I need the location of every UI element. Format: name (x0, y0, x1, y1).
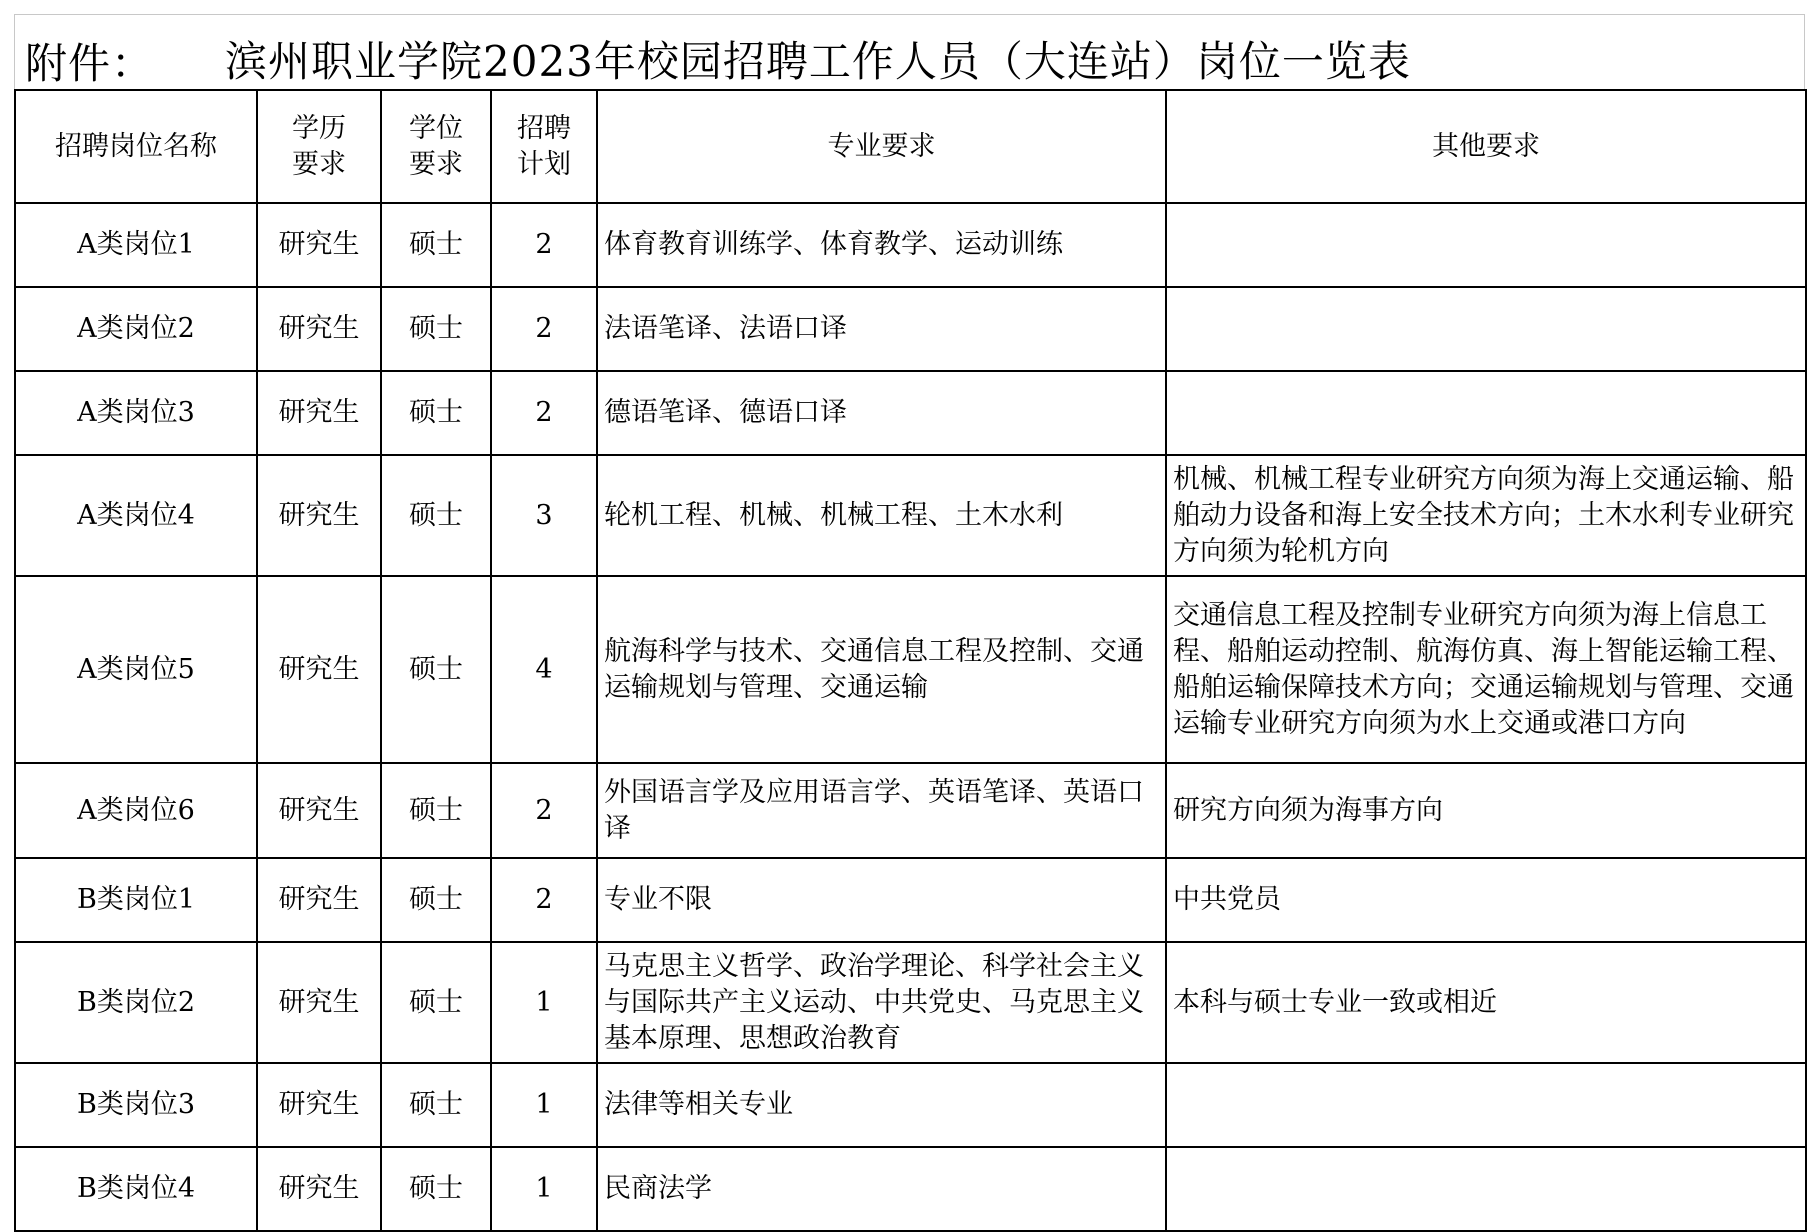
cell-plan[interactable]: 2 (491, 287, 597, 371)
cell-position[interactable]: A类岗位2 (15, 287, 257, 371)
cell-plan[interactable]: 1 (491, 1063, 597, 1147)
cell-education[interactable]: 研究生 (257, 1147, 381, 1231)
cell-other[interactable] (1166, 287, 1806, 371)
cell-plan[interactable]: 1 (491, 942, 597, 1063)
table-row (15, 763, 1806, 858)
cell-plan[interactable]: 4 (491, 576, 597, 763)
title-row[interactable] (14, 14, 1805, 89)
cell-other[interactable]: 研究方向须为海事方向 (1166, 763, 1806, 858)
header-position[interactable]: 招聘岗位名称 (15, 90, 257, 203)
header-major[interactable]: 专业要求 (597, 90, 1166, 203)
table-row (15, 942, 1806, 1063)
cell-plan[interactable]: 2 (491, 371, 597, 455)
header-row (15, 90, 1806, 203)
cell-degree[interactable]: 硕士 (381, 763, 491, 858)
cell-degree[interactable]: 硕士 (381, 455, 491, 576)
cell-education[interactable]: 研究生 (257, 371, 381, 455)
cell-plan[interactable]: 3 (491, 455, 597, 576)
cell-other[interactable] (1166, 203, 1806, 287)
cell-other[interactable] (1166, 1147, 1806, 1231)
header-education-line2: 要求 (292, 148, 346, 180)
cell-major[interactable]: 航海科学与技术、交通信息工程及控制、交通运输规划与管理、交通运输 (597, 576, 1166, 763)
cell-degree[interactable]: 硕士 (381, 942, 491, 1063)
cell-position[interactable]: A类岗位6 (15, 763, 257, 858)
header-other[interactable]: 其他要求 (1166, 90, 1806, 203)
cell-position[interactable]: A类岗位5 (15, 576, 257, 763)
cell-degree[interactable]: 硕士 (381, 1063, 491, 1147)
cell-plan[interactable]: 1 (491, 1147, 597, 1231)
header-plan-line1: 招聘 (517, 112, 571, 144)
cell-major[interactable]: 马克思主义哲学、政治学理论、科学社会主义与国际共产主义运动、中共党史、马克思主义基本原理、思想政治教育 (597, 942, 1166, 1063)
table-row (15, 455, 1806, 576)
cell-other[interactable]: 机械、机械工程专业研究方向须为海上交通运输、船舶动力设备和海上安全技术方向；土木水利专业研究方向须为轮机方向 (1166, 455, 1806, 576)
cell-position[interactable]: A类岗位1 (15, 203, 257, 287)
table-row (15, 1147, 1806, 1231)
table-row (15, 1063, 1806, 1147)
cell-education[interactable]: 研究生 (257, 1063, 381, 1147)
header-plan-line2: 计划 (517, 148, 571, 180)
table-row (15, 576, 1806, 763)
cell-major[interactable]: 德语笔译、德语口译 (597, 371, 1166, 455)
cell-major[interactable]: 民商法学 (597, 1147, 1166, 1231)
cell-degree[interactable]: 硕士 (381, 1147, 491, 1231)
page-title: 滨州职业学院2023年校园招聘工作人员（大连站）岗位一览表 (225, 37, 1411, 86)
cell-other[interactable] (1166, 371, 1806, 455)
cell-position[interactable]: B类岗位3 (15, 1063, 257, 1147)
cell-plan[interactable]: 2 (491, 203, 597, 287)
cell-other[interactable]: 中共党员 (1166, 858, 1806, 942)
cell-education[interactable]: 研究生 (257, 455, 381, 576)
table-row (15, 287, 1806, 371)
cell-major[interactable]: 轮机工程、机械、机械工程、土木水利 (597, 455, 1166, 576)
cell-education[interactable]: 研究生 (257, 576, 381, 763)
cell-position[interactable]: A类岗位4 (15, 455, 257, 576)
spreadsheet (14, 14, 1805, 1232)
cell-plan[interactable]: 2 (491, 763, 597, 858)
cell-position[interactable]: B类岗位1 (15, 858, 257, 942)
cell-degree[interactable]: 硕士 (381, 576, 491, 763)
cell-major[interactable]: 法律等相关专业 (597, 1063, 1166, 1147)
cell-major[interactable]: 外国语言学及应用语言学、英语笔译、英语口译 (597, 763, 1166, 858)
cell-position[interactable]: B类岗位4 (15, 1147, 257, 1231)
cell-other[interactable]: 本科与硕士专业一致或相近 (1166, 942, 1806, 1063)
cell-other[interactable]: 交通信息工程及控制专业研究方向须为海上信息工程、船舶运动控制、航海仿真、海上智能运输工程、船舶运输保障技术方向；交通运输规划与管理、交通运输专业研究方向须为水上交通或港口方向 (1166, 576, 1806, 763)
cell-major[interactable]: 专业不限 (597, 858, 1166, 942)
cell-major[interactable]: 法语笔译、法语口译 (597, 287, 1166, 371)
title-prefix: 附件： (25, 39, 155, 88)
cell-position[interactable]: A类岗位3 (15, 371, 257, 455)
cell-degree[interactable]: 硕士 (381, 371, 491, 455)
header-education[interactable] (257, 90, 381, 203)
cell-position[interactable]: B类岗位2 (15, 942, 257, 1063)
header-degree-line1: 学位 (409, 112, 463, 144)
cell-plan[interactable]: 2 (491, 858, 597, 942)
header-degree[interactable] (381, 90, 491, 203)
cell-education[interactable]: 研究生 (257, 942, 381, 1063)
cell-degree[interactable]: 硕士 (381, 287, 491, 371)
cell-major[interactable]: 体育教育训练学、体育教学、运动训练 (597, 203, 1166, 287)
table-row (15, 371, 1806, 455)
table-row (15, 858, 1806, 942)
cell-education[interactable]: 研究生 (257, 287, 381, 371)
positions-table (14, 89, 1807, 1232)
cell-other[interactable] (1166, 1063, 1806, 1147)
header-plan[interactable] (491, 90, 597, 203)
table-row (15, 203, 1806, 287)
cell-degree[interactable]: 硕士 (381, 858, 491, 942)
cell-education[interactable]: 研究生 (257, 763, 381, 858)
header-degree-line2: 要求 (409, 148, 463, 180)
header-education-line1: 学历 (292, 112, 346, 144)
cell-degree[interactable]: 硕士 (381, 203, 491, 287)
cell-education[interactable]: 研究生 (257, 203, 381, 287)
cell-education[interactable]: 研究生 (257, 858, 381, 942)
